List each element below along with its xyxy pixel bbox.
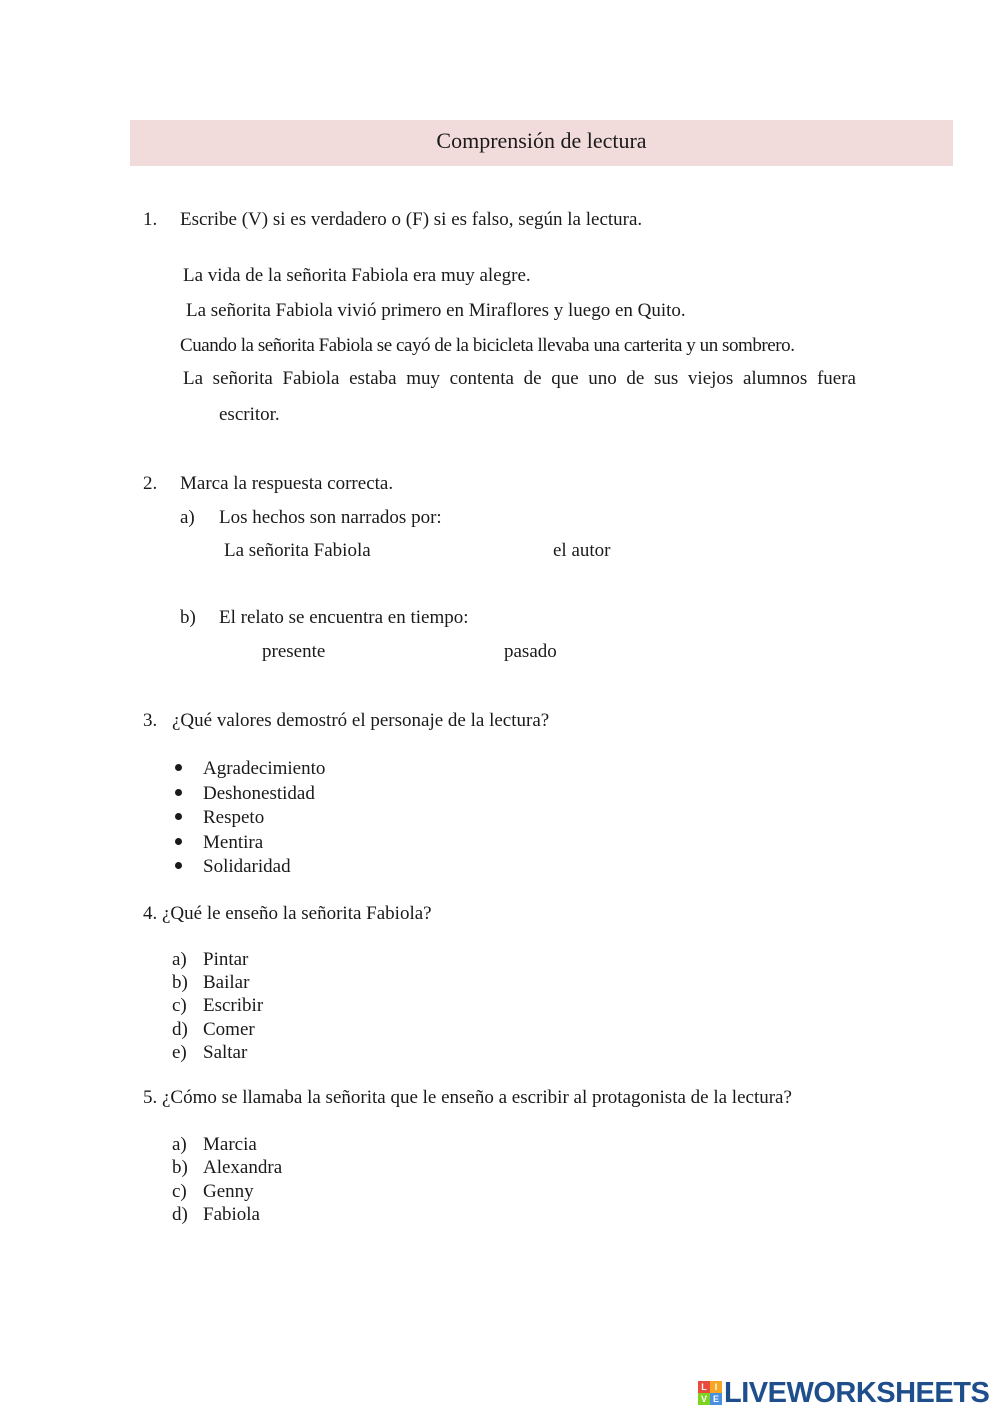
- q5-letter: c): [172, 1181, 187, 1202]
- bullet-icon: [175, 838, 182, 845]
- q4-option[interactable]: Comer: [203, 1019, 255, 1040]
- q1-statement: La vida de la señorita Fabiola era muy alegre.: [183, 265, 531, 286]
- bullet-icon: [175, 789, 182, 796]
- bullet-icon: [175, 764, 182, 771]
- q3-item[interactable]: Mentira: [203, 832, 264, 853]
- q2-prompt: Marca la respuesta correcta.: [180, 473, 394, 494]
- q5-option[interactable]: Fabiola: [203, 1204, 260, 1225]
- q5-prompt: 5. ¿Cómo se llamaba la señorita que le enseño a escribir al protagonista de la lectura?: [143, 1087, 792, 1108]
- q2a-option-2[interactable]: el autor: [553, 540, 611, 561]
- q2b-letter: b): [180, 607, 196, 628]
- logo-icon-tile: L: [698, 1381, 710, 1393]
- q1-number: 1.: [143, 209, 158, 230]
- q2b-text: El relato se encuentra en tiempo:: [219, 607, 469, 628]
- q1-statement: La señorita Fabiola estaba muy contenta de que uno de sus viejos alumnos fuera: [183, 368, 856, 389]
- q2b-option-2[interactable]: pasado: [504, 641, 557, 662]
- q2a-option-1[interactable]: La señorita Fabiola: [224, 540, 371, 561]
- q1-statement-continuation: escritor.: [219, 404, 280, 425]
- q5-option[interactable]: Genny: [203, 1181, 254, 1202]
- bullet-icon: [175, 813, 182, 820]
- bullet-icon: [175, 862, 182, 869]
- q4-option[interactable]: Pintar: [203, 949, 249, 970]
- logo-icon-tile: E: [710, 1393, 722, 1405]
- q3-item[interactable]: Respeto: [203, 807, 265, 828]
- q4-letter: c): [172, 995, 187, 1016]
- q1-prompt: Escribe (V) si es verdadero o (F) si es falso, según la lectura.: [180, 209, 643, 230]
- q4-letter: d): [172, 1019, 188, 1040]
- title-bar: [130, 120, 953, 166]
- liveworksheets-logo-icon: [698, 1381, 722, 1405]
- q3-number: 3.: [143, 710, 158, 731]
- q4-prompt: 4. ¿Qué le enseño la señorita Fabiola?: [143, 903, 432, 924]
- q4-option[interactable]: Escribir: [203, 995, 264, 1016]
- q3-item[interactable]: Deshonestidad: [203, 783, 315, 804]
- q5-option[interactable]: Alexandra: [203, 1157, 283, 1178]
- q4-letter: b): [172, 972, 188, 993]
- q4-letter: e): [172, 1042, 187, 1063]
- q3-prompt: ¿Qué valores demostró el personaje de la lectura?: [172, 710, 550, 731]
- q5-option[interactable]: Marcia: [203, 1134, 257, 1155]
- q5-letter: a): [172, 1134, 187, 1155]
- page-title: Comprensión de lectura: [436, 128, 647, 153]
- q2a-text: Los hechos son narrados por:: [219, 507, 442, 528]
- liveworksheets-logo: [698, 1378, 989, 1408]
- liveworksheets-logo-text: LIVEWORKSHEETS: [724, 1376, 990, 1409]
- q3-item[interactable]: Solidaridad: [203, 856, 291, 877]
- q5-letter: d): [172, 1204, 188, 1225]
- q5-letter: b): [172, 1157, 188, 1178]
- q4-letter: a): [172, 949, 187, 970]
- q1-statement: La señorita Fabiola vivió primero en Miraflores y luego en Quito.: [186, 300, 686, 321]
- q2-number: 2.: [143, 473, 158, 494]
- logo-icon-tile: I: [710, 1381, 722, 1393]
- q4-option[interactable]: Saltar: [203, 1042, 248, 1063]
- q1-statement: Cuando la señorita Fabiola se cayó de la bicicleta llevaba una carterita y un sombrero.: [180, 335, 795, 356]
- q2a-letter: a): [180, 507, 195, 528]
- q2b-option-1[interactable]: presente: [262, 641, 326, 662]
- q4-option[interactable]: Bailar: [203, 972, 250, 993]
- logo-icon-tile: V: [698, 1393, 710, 1405]
- q3-item[interactable]: Agradecimiento: [203, 758, 326, 779]
